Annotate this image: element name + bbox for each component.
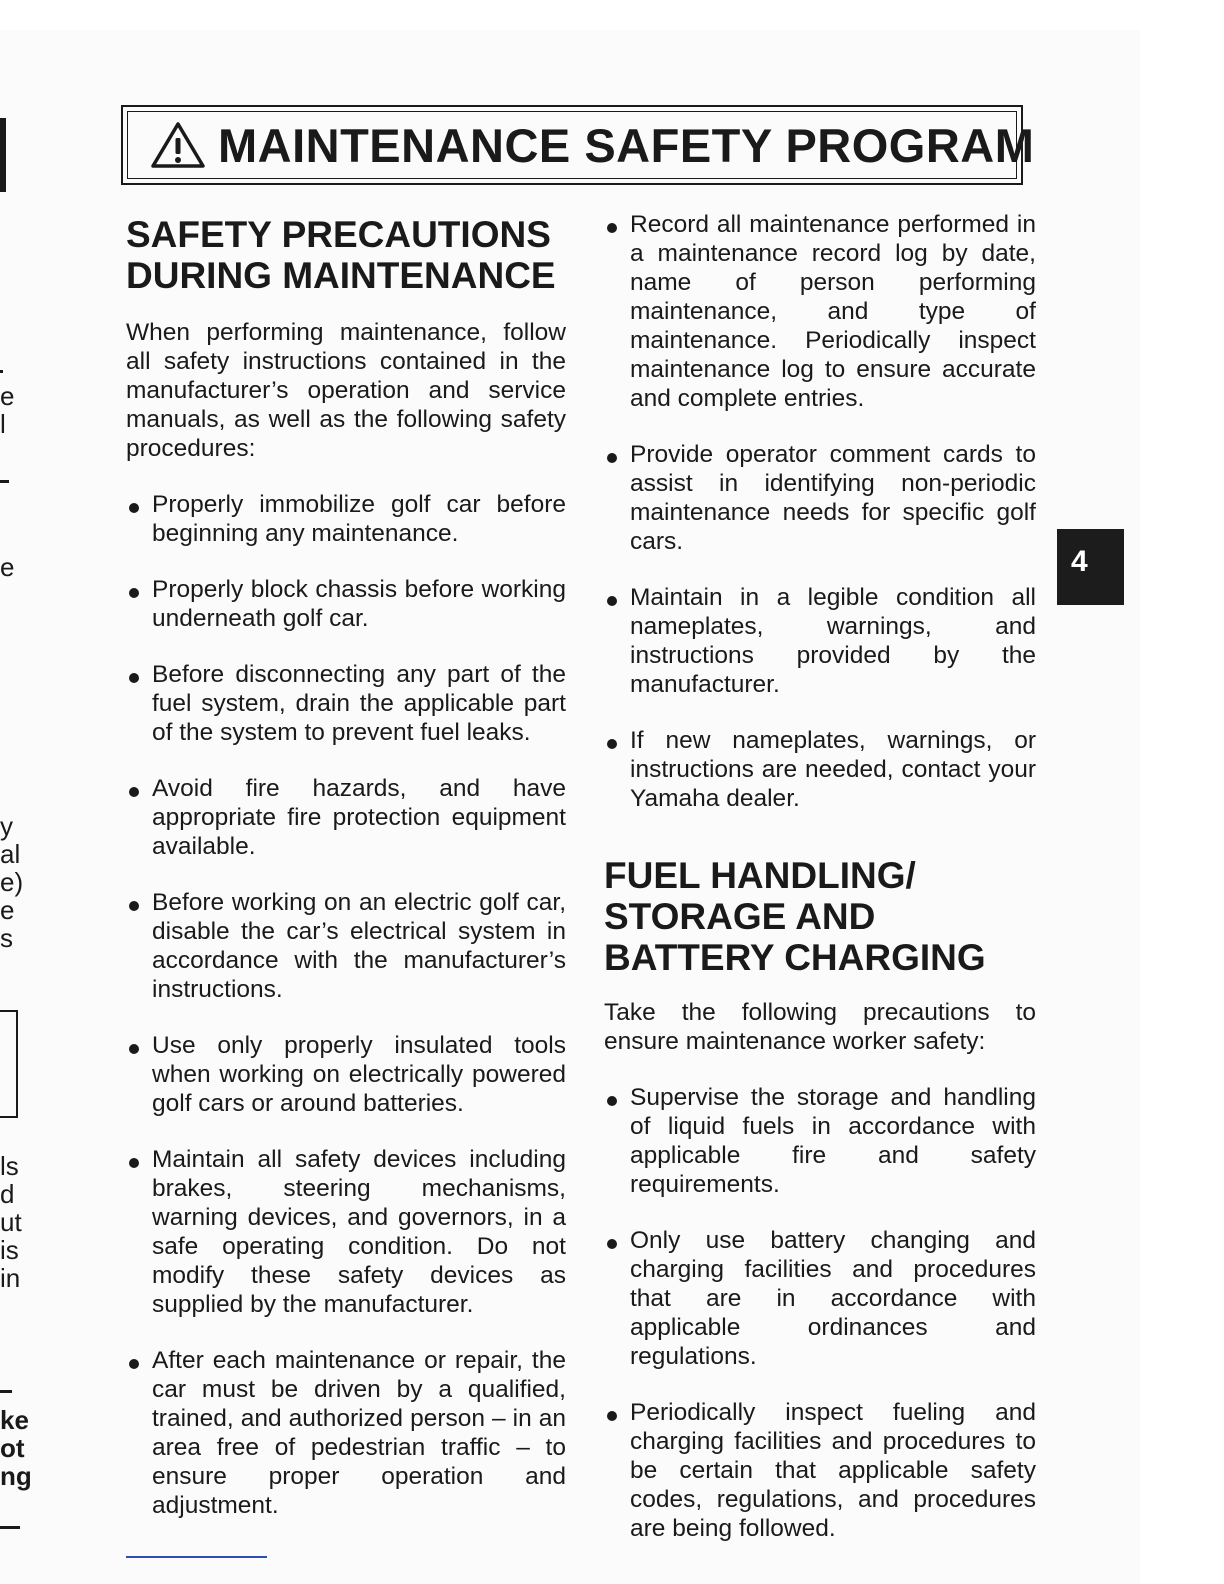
facing-page-fragment: e) bbox=[0, 867, 24, 897]
heading-line: BATTERY CHARGING bbox=[604, 937, 986, 978]
facing-page-box-edge bbox=[0, 1010, 18, 1118]
list-item bbox=[604, 1398, 1036, 1543]
heading-line: FUEL HANDLING/ bbox=[604, 855, 916, 896]
heading-line: STORAGE AND bbox=[604, 896, 876, 937]
list-item bbox=[604, 1226, 1036, 1371]
section-intro: When performing maintenance, follow all safety instructions contained in the manufacturer’s operation and service manuals, as well as the following safety procedures: bbox=[126, 319, 566, 462]
list-item bbox=[126, 1145, 566, 1319]
facing-page-fragment: e bbox=[0, 552, 15, 582]
bullet-icon bbox=[129, 1044, 139, 1054]
list-item-text: Avoid fire hazards, and have appropriate fire protection equipment available. bbox=[152, 775, 566, 860]
facing-page-fragment: y bbox=[0, 811, 13, 841]
section-heading-fuel-handling bbox=[604, 855, 1036, 978]
heading-line: DURING MAINTENANCE bbox=[126, 255, 556, 296]
facing-page-mark bbox=[0, 370, 3, 373]
list-item-text: Only use battery changing and charging facilities and procedures that are in accordance with applicable ordinances and regulations. bbox=[630, 1227, 1036, 1370]
list-item-text: Before disconnecting any part of the fuel system, drain the applicable part of the system to prevent fuel leaks. bbox=[152, 661, 566, 746]
bullet-icon bbox=[607, 596, 617, 606]
list-item bbox=[126, 774, 566, 861]
list-item-text: Before working on an electric golf car, disable the car’s electrical system in accordance with the manufacturer’s instructions. bbox=[152, 889, 566, 1003]
bullet-icon bbox=[607, 1411, 617, 1421]
list-item bbox=[126, 1346, 566, 1520]
list-item-text: Maintain in a legible condition all nameplates, warnings, and instructions provided by the manufacturer. bbox=[630, 584, 1036, 698]
facing-page-bleed bbox=[0, 0, 32, 1584]
list-item-text: Record all maintenance performed in a maintenance record log by date, name of person performing maintenance, and type of maintenance. Periodically inspect maintenance log to ensure accurate and complete entries. bbox=[630, 211, 1036, 412]
right-column bbox=[604, 210, 1036, 1543]
facing-page-fragment: al bbox=[0, 839, 21, 869]
safety-precautions-list bbox=[126, 490, 566, 1520]
page-title: MAINTENANCE SAFETY PROGRAM bbox=[218, 118, 1035, 172]
list-item-text: Provide operator comment cards to assist in identifying non-periodic maintenance needs for specific golf cars. bbox=[630, 441, 1036, 555]
chapter-number: 4 bbox=[1071, 545, 1088, 578]
bullet-icon bbox=[129, 1158, 139, 1168]
bullet-icon bbox=[607, 453, 617, 463]
facing-page-frame-edge bbox=[0, 118, 6, 192]
facing-page-dash bbox=[0, 1526, 20, 1529]
facing-page-fragment: e bbox=[0, 381, 15, 411]
list-item bbox=[126, 660, 566, 747]
maintenance-records-list bbox=[604, 210, 1036, 813]
list-item bbox=[604, 726, 1036, 813]
list-item bbox=[126, 1031, 566, 1118]
facing-page-fragment: d bbox=[0, 1179, 15, 1209]
facing-page-fragment: ut bbox=[0, 1207, 22, 1237]
list-item-text: Properly immobilize golf car before beginning any maintenance. bbox=[152, 491, 566, 547]
list-item bbox=[604, 1083, 1036, 1199]
list-item bbox=[604, 583, 1036, 699]
chapter-tab bbox=[1057, 529, 1124, 605]
list-item bbox=[126, 888, 566, 1004]
warning-triangle-icon bbox=[150, 121, 206, 169]
facing-page-fragment: in bbox=[0, 1263, 21, 1293]
list-item-text: After each maintenance or repair, the car must be driven by a qualified, trained, and authorized person – in an area free of pedestrian traffic – to ensure proper operation and adjustment. bbox=[152, 1347, 566, 1519]
bullet-icon bbox=[129, 787, 139, 797]
list-item-text: Periodically inspect fueling and charging facilities and procedures to be certain that applicable safety codes, regulations, and procedures are being followed. bbox=[630, 1399, 1036, 1542]
bullet-icon bbox=[129, 901, 139, 911]
list-item-text: Use only properly insulated tools when working on electrically powered golf cars or around batteries. bbox=[152, 1032, 566, 1117]
section-heading-safety-precautions bbox=[126, 214, 566, 296]
list-item-text: Properly block chassis before working underneath golf car. bbox=[152, 576, 566, 632]
list-item bbox=[604, 440, 1036, 556]
facing-page-fragment: s bbox=[0, 923, 13, 953]
list-item-text: If new nameplates, warnings, or instructions are needed, contact your Yamaha dealer. bbox=[630, 727, 1036, 812]
footer-rule bbox=[126, 1556, 267, 1558]
facing-page-fragment: l bbox=[0, 409, 6, 439]
header-banner bbox=[121, 105, 1035, 185]
fuel-handling-list bbox=[604, 1083, 1036, 1543]
header-banner-inner bbox=[127, 111, 1035, 179]
bullet-icon bbox=[129, 503, 139, 513]
bullet-icon bbox=[129, 673, 139, 683]
bullet-icon bbox=[607, 1239, 617, 1249]
heading-line: SAFETY PRECAUTIONS bbox=[126, 214, 551, 255]
facing-page-fragment: ke bbox=[0, 1405, 29, 1435]
list-item bbox=[126, 575, 566, 633]
facing-page-fragment: e bbox=[0, 895, 15, 925]
bullet-icon bbox=[607, 223, 617, 233]
facing-page-fragment: ot bbox=[0, 1433, 25, 1463]
bullet-icon bbox=[607, 739, 617, 749]
list-item-text: Supervise the storage and handling of liquid fuels in accordance with applicable fire and safety requirements. bbox=[630, 1084, 1036, 1198]
facing-page-fragment: ng bbox=[0, 1461, 32, 1491]
list-item bbox=[604, 210, 1036, 413]
bullet-icon bbox=[129, 588, 139, 598]
facing-page-fragment: is bbox=[0, 1235, 19, 1265]
facing-page-fragment: ls bbox=[0, 1151, 19, 1181]
facing-page-dash bbox=[0, 480, 9, 483]
section-intro: Take the following precautions to ensure maintenance worker safety: bbox=[604, 999, 1036, 1055]
left-column bbox=[126, 210, 566, 1520]
bullet-icon bbox=[607, 1096, 617, 1106]
facing-page-dash bbox=[0, 1390, 12, 1393]
list-item bbox=[126, 490, 566, 548]
list-item-text: Maintain all safety devices including brakes, steering mechanisms, warning devices, and governors, in a safe operating condition. Do not modify these safety devices as supplied by the manufacturer. bbox=[152, 1146, 566, 1318]
bullet-icon bbox=[129, 1359, 139, 1369]
